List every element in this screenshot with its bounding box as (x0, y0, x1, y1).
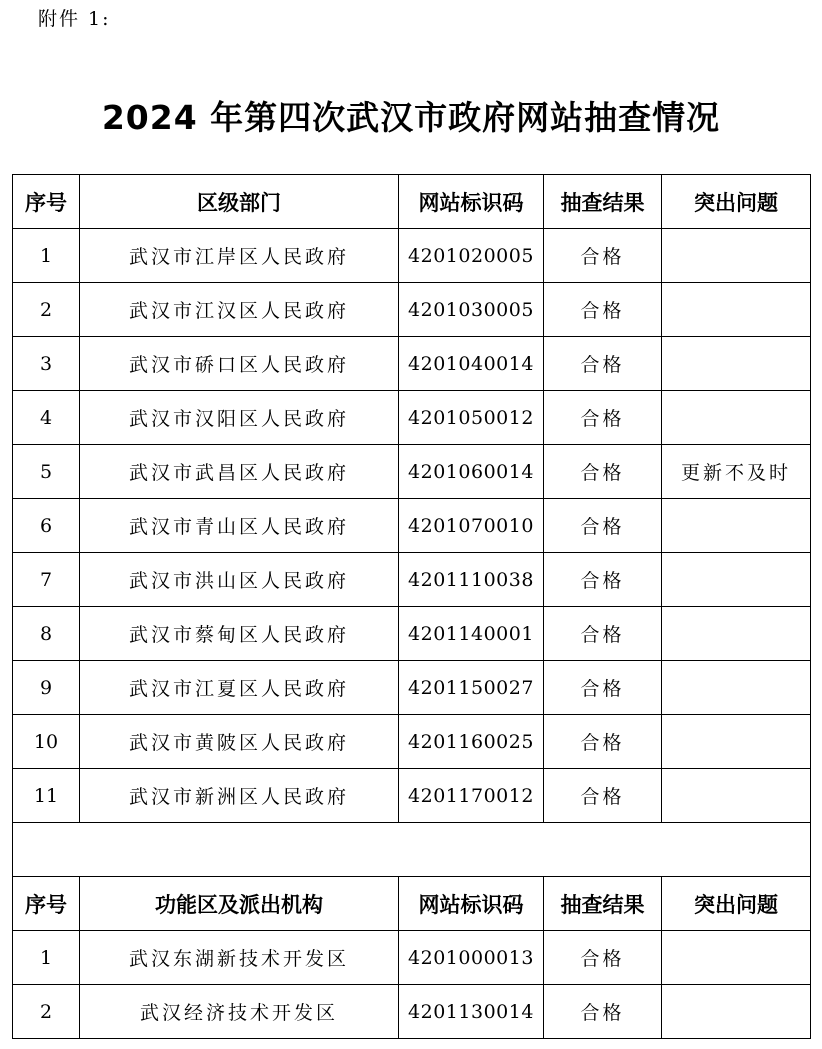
row-dept: 武汉东湖新技术开发区 (80, 931, 399, 985)
row-dept: 武汉市蔡甸区人民政府 (80, 607, 399, 661)
table-row (13, 337, 811, 391)
table-row (13, 607, 811, 661)
row-issue (662, 499, 811, 553)
row-code: 4201050012 (399, 391, 544, 445)
header-dept: 区级部门 (80, 175, 399, 229)
row-result: 合格 (544, 445, 662, 499)
table-row (13, 553, 811, 607)
row-result: 合格 (544, 715, 662, 769)
row-code: 4201070010 (399, 499, 544, 553)
row-dept: 武汉市青山区人民政府 (80, 499, 399, 553)
row-dept: 武汉市江岸区人民政府 (80, 229, 399, 283)
row-code: 4201110038 (399, 553, 544, 607)
row-dept: 武汉市武昌区人民政府 (80, 445, 399, 499)
table-row (13, 715, 811, 769)
row-result: 合格 (544, 985, 662, 1039)
row-issue (662, 607, 811, 661)
row-result: 合格 (544, 661, 662, 715)
attachment-label: 附件 1: (38, 8, 111, 30)
header-code: 网站标识码 (399, 877, 544, 931)
row-no: 10 (13, 715, 80, 769)
function-header-row (13, 877, 811, 931)
row-code: 4201140001 (399, 607, 544, 661)
table-row (13, 283, 811, 337)
row-result: 合格 (544, 499, 662, 553)
row-no: 1 (13, 229, 80, 283)
row-no: 3 (13, 337, 80, 391)
table-row (13, 391, 811, 445)
row-issue (662, 715, 811, 769)
header-issue: 突出问题 (662, 175, 811, 229)
row-dept: 武汉市黄陂区人民政府 (80, 715, 399, 769)
row-dept: 武汉经济技术开发区 (80, 985, 399, 1039)
row-issue (662, 661, 811, 715)
row-result: 合格 (544, 931, 662, 985)
row-issue (662, 283, 811, 337)
row-code: 4201030005 (399, 283, 544, 337)
row-issue (662, 337, 811, 391)
row-no: 9 (13, 661, 80, 715)
row-result: 合格 (544, 391, 662, 445)
inspection-table (12, 174, 811, 1039)
row-issue (662, 769, 811, 823)
row-result: 合格 (544, 283, 662, 337)
row-issue (662, 229, 811, 283)
table-row (13, 931, 811, 985)
district-header-row (13, 175, 811, 229)
row-code: 4201150027 (399, 661, 544, 715)
row-result: 合格 (544, 337, 662, 391)
spacer-cell (13, 823, 811, 877)
table-row (13, 445, 811, 499)
row-issue (662, 553, 811, 607)
row-dept: 武汉市江夏区人民政府 (80, 661, 399, 715)
row-no: 11 (13, 769, 80, 823)
row-code: 4201160025 (399, 715, 544, 769)
row-result: 合格 (544, 607, 662, 661)
row-no: 7 (13, 553, 80, 607)
row-dept: 武汉市江汉区人民政府 (80, 283, 399, 337)
header-no: 序号 (13, 877, 80, 931)
row-no: 2 (13, 985, 80, 1039)
row-dept: 武汉市新洲区人民政府 (80, 769, 399, 823)
header-result: 抽查结果 (544, 877, 662, 931)
row-no: 2 (13, 283, 80, 337)
row-dept: 武汉市汉阳区人民政府 (80, 391, 399, 445)
row-result: 合格 (544, 553, 662, 607)
table-row (13, 985, 811, 1039)
row-code: 4201130014 (399, 985, 544, 1039)
row-no: 4 (13, 391, 80, 445)
row-no: 8 (13, 607, 80, 661)
header-issue: 突出问题 (662, 877, 811, 931)
row-code: 4201000013 (399, 931, 544, 985)
row-issue (662, 391, 811, 445)
page-title: 2024 年第四次武汉市政府网站抽查情况 (101, 98, 721, 137)
row-code: 4201040014 (399, 337, 544, 391)
row-code: 4201060014 (399, 445, 544, 499)
row-no: 5 (13, 445, 80, 499)
row-no: 6 (13, 499, 80, 553)
row-dept: 武汉市硚口区人民政府 (80, 337, 399, 391)
table-row (13, 769, 811, 823)
row-result: 合格 (544, 229, 662, 283)
row-code: 4201020005 (399, 229, 544, 283)
table-row (13, 229, 811, 283)
row-code: 4201170012 (399, 769, 544, 823)
header-dept: 功能区及派出机构 (80, 877, 399, 931)
row-dept: 武汉市洪山区人民政府 (80, 553, 399, 607)
header-code: 网站标识码 (399, 175, 544, 229)
spacer-row (13, 823, 811, 877)
row-issue (662, 931, 811, 985)
header-result: 抽查结果 (544, 175, 662, 229)
table-row (13, 661, 811, 715)
table-row (13, 499, 811, 553)
row-issue (662, 985, 811, 1039)
row-no: 1 (13, 931, 80, 985)
row-issue: 更新不及时 (662, 445, 811, 499)
row-result: 合格 (544, 769, 662, 823)
header-no: 序号 (13, 175, 80, 229)
